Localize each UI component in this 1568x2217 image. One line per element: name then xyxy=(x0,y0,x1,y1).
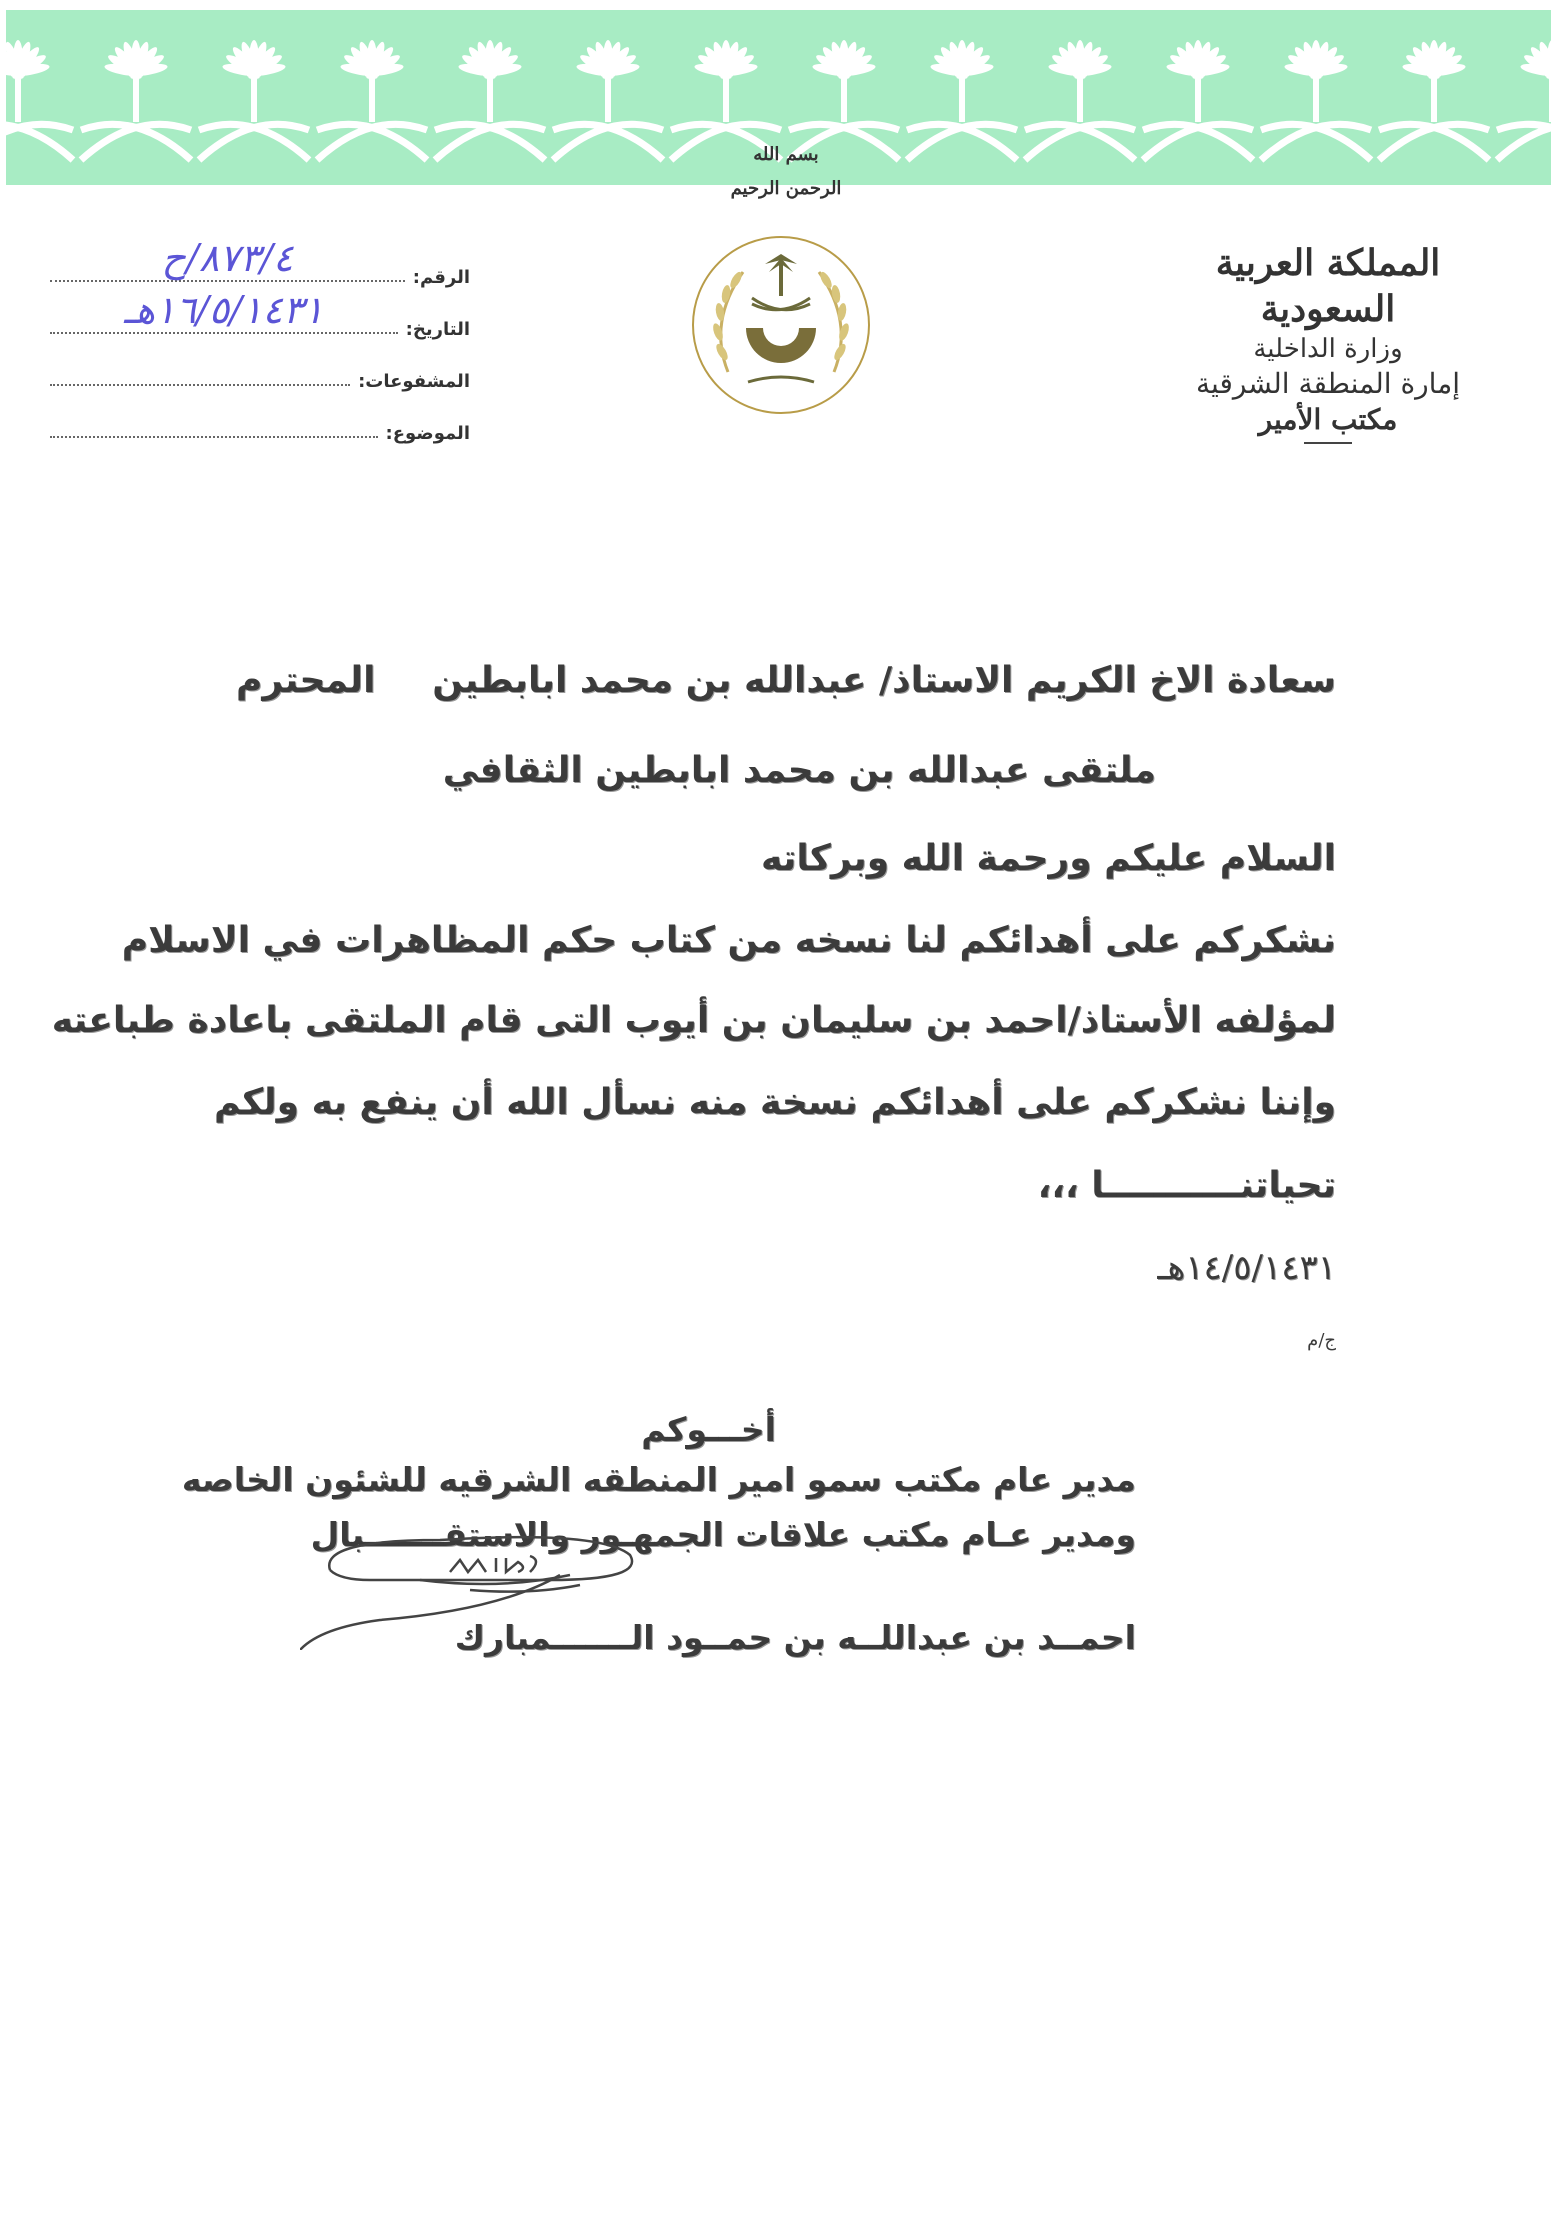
org-ministry: وزارة الداخلية xyxy=(1253,334,1403,364)
basmala: بسم الله الرحمن الرحيم xyxy=(730,144,842,199)
field-number-value: ٨٧٣/٤/ح xyxy=(161,236,294,280)
paragraph-line: لمؤلفه الأستاذ/احمد بن سليمان بن أيوب التى قام الملتقى باعادة طباعته xyxy=(51,1000,1336,1041)
addressee: سعادة الاخ الكريم الاستاذ/ عبدالله بن محمد ابابطين xyxy=(432,660,1336,701)
field-subject-label: الموضوع: xyxy=(385,423,470,444)
greeting: السلام عليكم ورحمة الله وبركاته xyxy=(761,838,1336,879)
respected-title: المحترم xyxy=(236,660,376,701)
organization-name: ملتقى عبدالله بن محمد ابابطين الثقافي xyxy=(442,750,1156,791)
letter-date: ١٤/٥/١٤٣١هـ xyxy=(1157,1248,1336,1288)
typist-initials: ج/م xyxy=(1307,1330,1336,1351)
field-date-value: ١٦/٥/١٤٣١هـ xyxy=(124,288,324,332)
field-attachments-label: المشفوعات: xyxy=(358,371,470,392)
palm-motif xyxy=(1497,40,1551,160)
org-office: مكتب الأمير xyxy=(1258,403,1398,436)
handwritten-signature xyxy=(300,1520,720,1650)
palm-motif xyxy=(81,40,191,160)
palm-motif xyxy=(1379,40,1489,160)
field-date-label: التاريخ: xyxy=(405,319,470,340)
closing: أخـــوكم xyxy=(641,1410,776,1449)
signer-title-2: ومدير عـام مكتب علاقات الجمهـور والاستقـــــــبال xyxy=(310,1515,1136,1554)
org-emirate: إمارة المنطقة الشرقية xyxy=(1196,367,1460,400)
paragraph-line: وإننا نشكركم على أهدائكم نسخة منه نسأل الله أن ينفع به ولكم xyxy=(213,1082,1336,1123)
paragraph-line: نشكركم على أهدائكم لنا نسخه من كتاب حكم المظاهرات في الاسلام xyxy=(121,920,1336,961)
palm-motif xyxy=(6,40,73,160)
signer-title-1: مدير عام مكتب سمو امير المنطقه الشرقيه للشئون الخاصه xyxy=(181,1460,1136,1499)
signer-name: احمــد بن عبداللــه بن حمــود الـــــــمبارك xyxy=(454,1618,1136,1657)
paragraph-line: تحياتنـــــــــــا ،،، xyxy=(1037,1165,1336,1206)
field-number-label: الرقم: xyxy=(412,267,470,288)
org-kingdom: المملكة العربية السعودية xyxy=(1215,242,1441,330)
